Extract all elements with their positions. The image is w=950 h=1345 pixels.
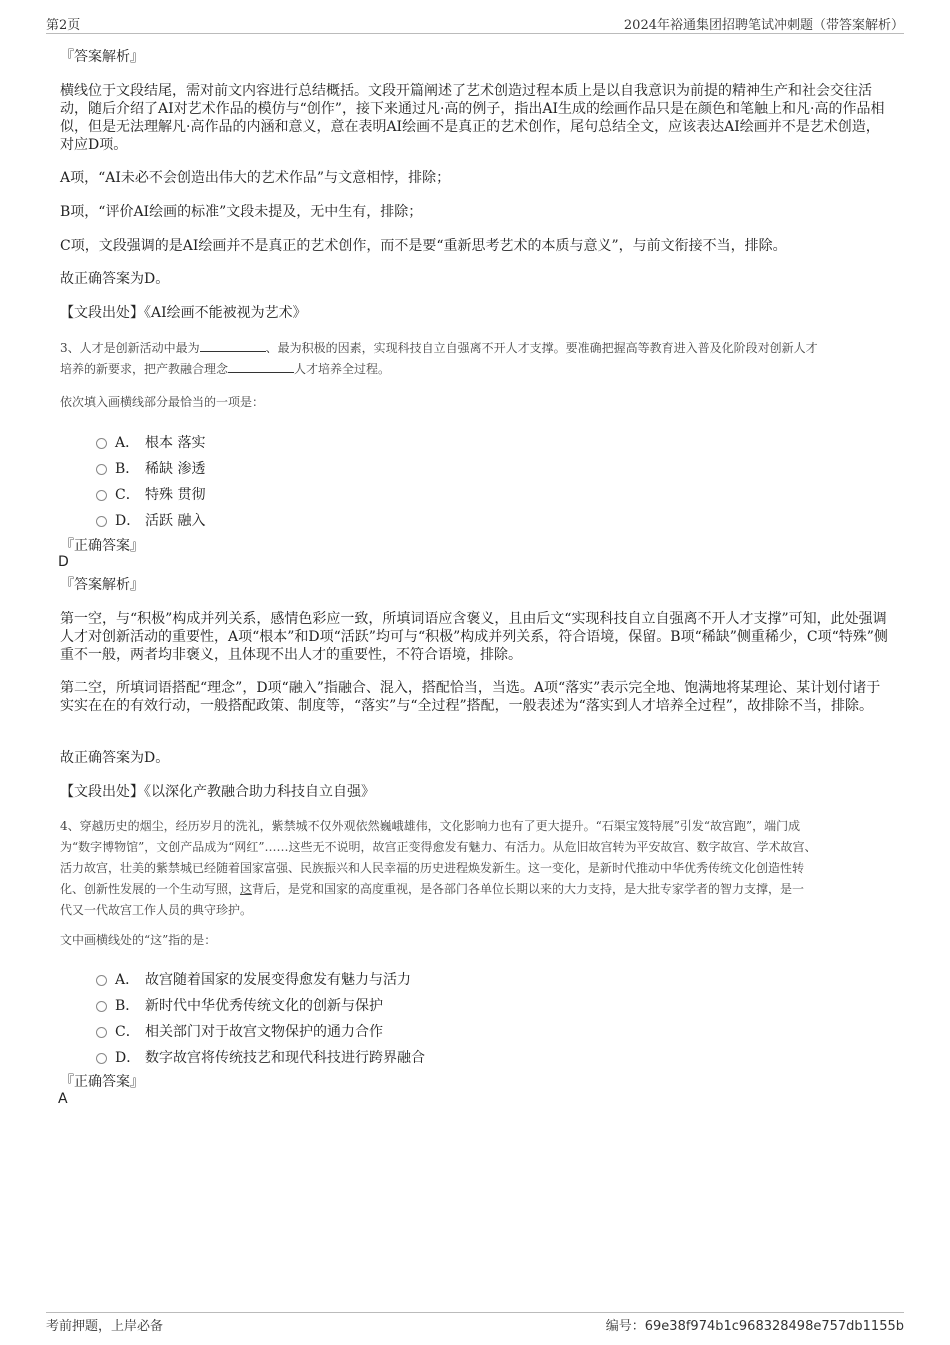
q4-option-c[interactable]: C． 相关部门对于故宫文物保护的通力合作 bbox=[96, 1019, 425, 1045]
blank-1 bbox=[200, 340, 266, 352]
q3-option-a[interactable]: A． 根本 落实 bbox=[96, 430, 205, 456]
q2-analysis-paragraph: 横线位于文段结尾，需对前文内容进行总结概括。文段开篇阐述了艺术创造过程本质上是以自我意识为前提的精神生产和社会交往活动，随后介绍了AI对艺术作品的模仿与“创作”，接下来通过凡·高的例子，指出AI生成的绘画作品只是在颜色和笔触上和凡·高的作品相似，但是无法理解凡·高作品的内涵和意义，意在表明AI绘画不是真正的艺术创作，尾句总结全文，应该表达AI绘画并不是艺术创造，对应D项。 bbox=[60, 83, 885, 153]
q3-analysis-paragraph-2: 第二空，所填词语搭配“理念”，D项“融入”指融合、混入，搭配恰当，当选。A项“落实”表示完全地、饱满地将某理论、某计划付诸于实实在在的有效行动，一般搭配政策、制度等，“落实”与“全过程”搭配，一般表述为“落实到人才培养全过程”，故排除不当，排除。 bbox=[60, 680, 881, 714]
q3-option-c[interactable]: C． 特殊 贯彻 bbox=[96, 482, 205, 508]
radio-icon[interactable] bbox=[96, 438, 107, 449]
footer-slogan: 考前押题，上岸必备 bbox=[46, 1319, 164, 1334]
radio-icon[interactable] bbox=[96, 1001, 107, 1012]
q3-prompt: 依次填入画横线部分最恰当的一项是： bbox=[60, 395, 265, 409]
radio-icon[interactable] bbox=[96, 1027, 107, 1038]
q2-analysis-option-c: C项，文段强调的是AI绘画并不是真正的艺术创作，而不是要“重新思考艺术的本质与意义”，与前文衔接不当，排除。 bbox=[60, 238, 787, 254]
q3-correct-label: 『正确答案』 bbox=[60, 538, 144, 554]
q3-conclusion: 故正确答案为D。 bbox=[60, 750, 170, 766]
q2-conclusion: 故正确答案为D。 bbox=[60, 271, 170, 287]
q4-option-b[interactable]: B． 新时代中华优秀传统文化的创新与保护 bbox=[96, 993, 425, 1019]
q3-option-b[interactable]: B． 稀缺 渗透 bbox=[96, 456, 205, 482]
q3-correct-answer: D bbox=[58, 554, 69, 570]
q3-options bbox=[96, 430, 205, 534]
q4-prompt: 文中画横线处的“这”指的是： bbox=[60, 933, 217, 947]
q2-analysis-option-b: B项，“评价AI绘画的标准”文段未提及，无中生有，排除； bbox=[60, 204, 423, 220]
q4-correct-answer: A bbox=[58, 1091, 68, 1107]
page-footer bbox=[46, 1312, 904, 1334]
q3-option-d[interactable]: D． 活跃 融入 bbox=[96, 508, 205, 534]
q4-options bbox=[96, 967, 425, 1071]
q4-option-a[interactable]: A． 故宫随着国家的发展变得愈发有魅力与活力 bbox=[96, 967, 425, 993]
blank-2 bbox=[228, 361, 294, 373]
radio-icon[interactable] bbox=[96, 464, 107, 475]
q4-correct-label: 『正确答案』 bbox=[60, 1074, 144, 1090]
page-number: 第2页 bbox=[46, 18, 81, 33]
radio-icon[interactable] bbox=[96, 516, 107, 527]
q4-option-d[interactable]: D． 数字故宫将传统技艺和现代科技进行跨界融合 bbox=[96, 1045, 425, 1071]
underlined-word: 这 bbox=[240, 882, 253, 896]
q4-stem: 4、穿越历史的烟尘，经历岁月的洗礼，紫禁城不仅外观依然巍峨雄伟，文化影响力也有了更大提升。“石渠宝笈特展”引发“故宫跑”，端门成 为“数字博物馆”，文创产品成为“网红”……这些无不说明，故宫正变得愈发有魅力、有活力。从危旧故宫转为平安故宫、数字故宫、学术故宫、 活力故宫，壮美的紫禁城已经随着国家富强、民族振兴和人民幸福的历史进程焕发新生。这一变化，是新时代推动中华优秀传统文化创造性转 化、创新性发展的一个生动写照，这背后，是党和国家的高度重视，是各部门各单位长期以来的大力支持，是大批专家学者的智力支撑，是一 代又一代故宫工作人员的典守珍护。 bbox=[60, 819, 817, 917]
page-header bbox=[46, 14, 904, 34]
radio-icon[interactable] bbox=[96, 975, 107, 986]
q3-analysis-paragraph-1: 第一空，与“积极”构成并列关系，感情色彩应一致，所填词语应含褒义，且由后文“实现科技自立自强离不开人才支撑”可知，此处强调人才对创新活动的重要性，A项“根本”和D项“活跃”均可与“积极”构成并列关系，符合语境，保留。B项“稀缺”侧重稀少，C项“特殊”侧重不一般，两者均非褒义，且体现不出人才的重要性，不符合语境，排除。 bbox=[60, 611, 888, 663]
radio-icon[interactable] bbox=[96, 490, 107, 501]
q3-analysis-label: 『答案解析』 bbox=[60, 577, 144, 593]
document-title: 2024年裕通集团招聘笔试冲刺题（带答案解析） bbox=[623, 18, 904, 33]
radio-icon[interactable] bbox=[96, 1053, 107, 1064]
q3-source: 【文段出处】《以深化产教融合助力科技自立自强》 bbox=[60, 784, 375, 800]
q2-analysis-option-a: A项，“AI未必不会创造出伟大的艺术作品”与文意相悖，排除； bbox=[60, 170, 451, 186]
document-code: 编号：69e38f974b1c968328498e757db1155b bbox=[605, 1319, 904, 1334]
q2-analysis-label: 『答案解析』 bbox=[60, 49, 144, 65]
q3-stem: 3、人才是创新活动中最为 、最为积极的因素，实现科技自立自强离不开人才支撑。要准确把握高等教育进入普及化阶段对创新人才 培养的新要求，把产教融合理念 人才培养全过程。 bbox=[60, 341, 818, 376]
q2-source: 【文段出处】《AI绘画不能被视为艺术》 bbox=[60, 305, 307, 321]
